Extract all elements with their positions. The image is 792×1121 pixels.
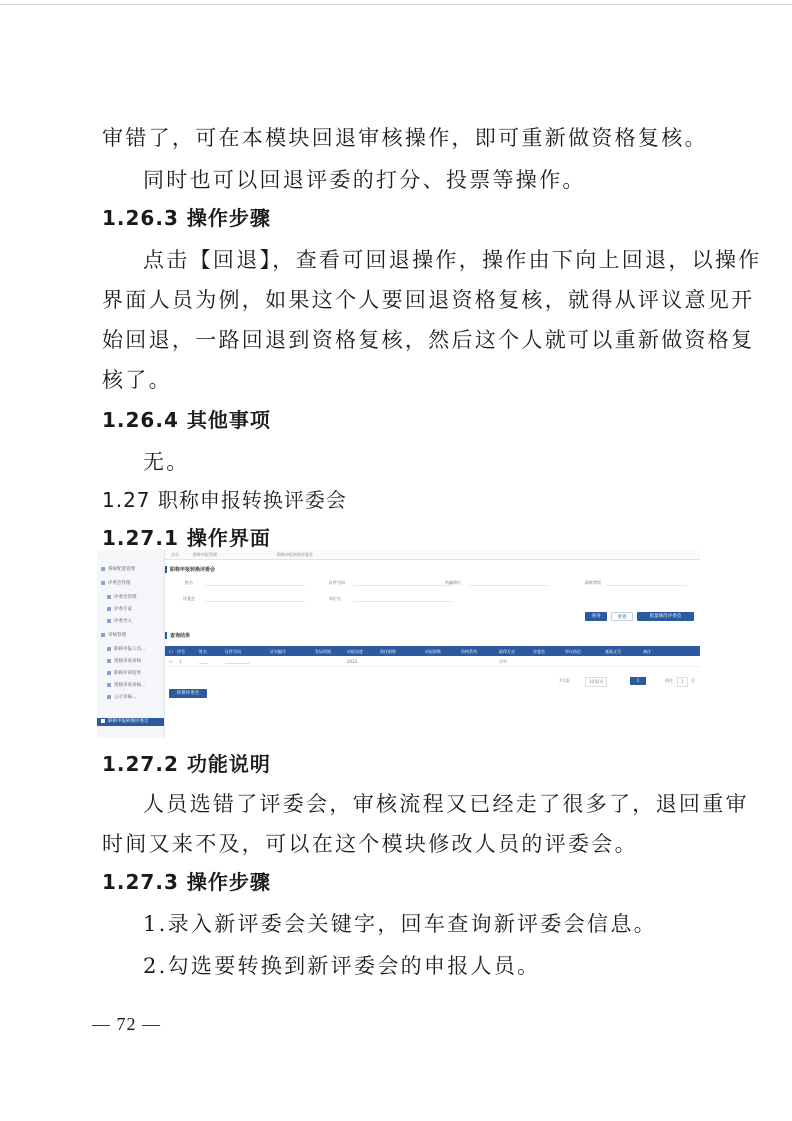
page-number: — 72 — <box>92 1014 161 1034</box>
sidebar-item[interactable]: 评委会管理 <box>107 594 137 602</box>
pager-total: 共1条 <box>559 678 570 683</box>
column-header: 现任职称 <box>380 649 396 654</box>
column-header: 备案文号 <box>605 649 621 654</box>
column-header: 审议结论 <box>565 649 581 654</box>
id-field[interactable] <box>353 579 453 586</box>
paragraph: 无。 <box>143 450 190 474</box>
select-all-checkbox[interactable]: ☐ <box>169 649 173 654</box>
paragraph: 审错了，可在本模块回退审核操作，即可重新做资格复核。 <box>102 126 708 150</box>
sidebar-item[interactable]: 评委会管理 <box>101 580 131 588</box>
ui-screenshot <box>97 550 700 738</box>
column-header: 资格系列 <box>461 649 477 654</box>
table-cell: 评审 <box>499 659 507 664</box>
paragraph: 界面人员为例，如果这个人要回退资格复核，就得从评议意见开 <box>102 288 755 312</box>
sidebar-item-active[interactable]: 职称申报转换评委会 <box>97 718 164 726</box>
sidebar <box>97 550 165 738</box>
column-header: 证件号码 <box>225 649 241 654</box>
paragraph: 2.勾选要转换到新评委会的申报人员。 <box>143 954 541 978</box>
breadcrumb-item[interactable]: 职称申报转换评委会 <box>277 552 313 557</box>
filter-label: 职称等级 <box>585 580 601 585</box>
column-header: 申报职称 <box>425 649 441 654</box>
table-cell: 2023 <box>347 659 358 664</box>
sidebar-item[interactable]: 资格审查审核 <box>107 658 141 666</box>
top-rule <box>0 4 792 5</box>
pager-goto-label: 前往 <box>665 678 673 683</box>
page-title: 职称申报转换评委会 <box>165 566 215 573</box>
page-size-select[interactable]: 10条/页 <box>585 677 607 687</box>
breadcrumb <box>165 550 700 560</box>
sidebar-item[interactable]: 职称申报人员... <box>107 646 145 654</box>
section-heading: 1.27.2 功能说明 <box>102 752 271 776</box>
sidebar-item[interactable]: 资格审查审核... <box>107 682 145 690</box>
breadcrumb-item[interactable]: 职称申报管理 <box>193 552 217 557</box>
column-header: 申报年度 <box>347 649 363 654</box>
filter-label: 所属单位 <box>445 580 461 585</box>
column-header: 发证时间 <box>315 649 331 654</box>
table-cell-redacted: ▁▁▁▁▁▁▁▁ <box>225 659 250 664</box>
unit-field[interactable] <box>469 579 549 586</box>
paragraph: 始回退，一路回退到资格复核，然后这个人就可以重新做资格复 <box>102 328 755 352</box>
sidebar-item[interactable]: 公示审核... <box>107 694 136 702</box>
paragraph: 时间又来不及，可以在这个模块修改人员的评委会。 <box>102 832 638 856</box>
column-header: 备注 <box>643 649 651 654</box>
sidebar-item[interactable]: 职称评审结果 <box>107 670 141 678</box>
paragraph: 1.录入新评委会关键字，回车查询新评委会信息。 <box>143 912 657 936</box>
section-heading: 1.26.3 操作步骤 <box>102 206 271 230</box>
pager-goto-input[interactable]: 1 <box>677 677 688 687</box>
reset-button[interactable]: 重置 <box>611 612 633 621</box>
paragraph: 点击【回退】，查看可回退操作，操作由下向上回退，以操作 <box>143 248 762 272</box>
sidebar-item[interactable]: 审核管理 <box>101 632 126 640</box>
table-cell-redacted: ▁▁▁ <box>199 659 209 664</box>
column-header: 序号 <box>177 649 185 654</box>
row-checkbox[interactable]: ☐ <box>169 659 173 664</box>
convert-committee-button[interactable]: 转换评委会 <box>169 689 207 698</box>
filter-label: 单位名 <box>329 596 341 601</box>
pager-page-label: 页 <box>691 678 695 683</box>
filter-label: 评委会 <box>183 596 195 601</box>
chapter-heading: 1.27 职称申报转换评委会 <box>102 488 347 512</box>
search-button[interactable]: 查询 <box>585 612 607 621</box>
result-title: 查询结果 <box>165 632 190 639</box>
paragraph: 同时也可以回退评委的打分、投票等操作。 <box>143 168 586 192</box>
filter-label: 证件号码 <box>329 580 345 585</box>
table-header <box>165 646 700 656</box>
sidebar-item[interactable]: 评委导入 <box>107 618 132 626</box>
level-field[interactable] <box>607 579 687 586</box>
column-header: 评委会 <box>533 649 545 654</box>
table-cell: 1 <box>179 659 182 664</box>
column-header: 姓名 <box>199 649 207 654</box>
paragraph: 核了。 <box>102 368 172 392</box>
sidebar-item[interactable]: 系统配置管理 <box>101 566 135 574</box>
breadcrumb-item[interactable]: 首页 <box>171 552 179 557</box>
unit-name-field[interactable] <box>353 595 453 602</box>
section-heading: 1.27.3 操作步骤 <box>102 870 271 894</box>
page-number[interactable]: 1 <box>630 677 646 685</box>
paragraph: 人员选错了评委会，审核流程又已经走了很多了，退回重审 <box>143 792 749 816</box>
table-row[interactable] <box>165 656 700 667</box>
column-header: 取得方式 <box>499 649 515 654</box>
name-field[interactable] <box>205 579 305 586</box>
section-heading: 1.26.4 其他事项 <box>102 408 271 432</box>
section-heading: 1.27.1 操作界面 <box>102 526 271 550</box>
batch-change-button[interactable]: 批量修改评委会 <box>637 612 694 621</box>
sidebar-item[interactable]: 评委专家 <box>107 606 132 614</box>
column-header: 证书编号 <box>270 649 286 654</box>
filter-label: 姓名 <box>185 580 193 585</box>
committee-field[interactable] <box>205 595 305 602</box>
